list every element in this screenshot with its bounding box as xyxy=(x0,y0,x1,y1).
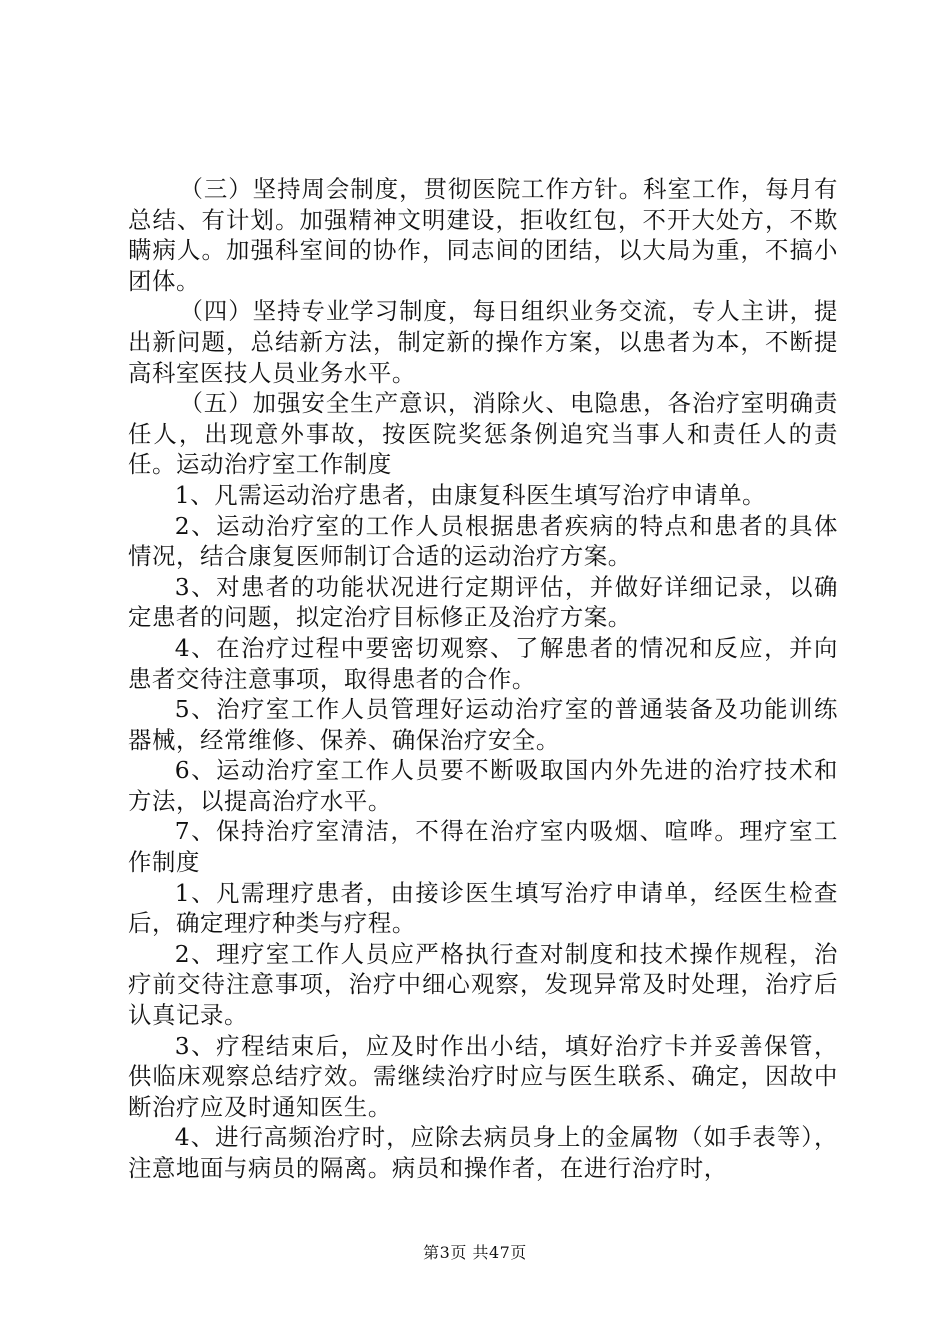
page-footer: 第3页 共47页 xyxy=(423,1243,527,1262)
paragraph: 4、在治疗过程中要密切观察、了解患者的情况和反应，并向患者交待注意事项，取得患者的合作。 xyxy=(128,633,838,693)
paragraph: 1、凡需运动治疗患者，由康复科医生填写治疗申请单。 xyxy=(174,480,767,509)
document-body xyxy=(128,174,838,1184)
paragraph: 4、进行高频治疗时，应除去病员身上的金属物（如手表等），注意地面与病员的隔离。病员和操作者，在进行治疗时， xyxy=(128,1123,838,1182)
paragraph: 3、疗程结束后，应及时作出小结，填好治疗卡并妥善保管，供临床观察总结疗效。需继续治疗时应与医生联系、确定，因故中断治疗应及时通知医生。 xyxy=(128,1031,838,1121)
paragraph: （四）坚持专业学习制度，每日组织业务交流，专人主讲，提出新问题，总结新方法，制定新的操作方案，以患者为本，不断提高科室医技人员业务水平。 xyxy=(128,297,838,387)
paragraph: 7、保持治疗室清洁，不得在治疗室内吸烟、喧哗。理疗室工作制度 xyxy=(128,817,838,877)
paragraph: 2、运动治疗室的工作人员根据患者疾病的特点和患者的具体情况，结合康复医师制订合适的运动治疗方案。 xyxy=(128,511,838,571)
paragraph: （五）加强安全生产意识，消除火、电隐患，各治疗室明确责任人，出现意外事故，按医院奖惩条例追究当事人和责任人的责任。运动治疗室工作制度 xyxy=(128,389,838,479)
paragraph: 3、对患者的功能状况进行定期评估，并做好详细记录，以确定患者的问题，拟定治疗目标修正及治疗方案。 xyxy=(128,572,838,632)
paragraph: （三）坚持周会制度，贯彻医院工作方针。科室工作，每月有总结、有计划。加强精神文明建设，拒收红包，不开大处方，不欺瞒病人。加强科室间的协作，同志间的团结，以大局为重，不搞小团体。 xyxy=(128,175,838,295)
paragraph: 2、理疗室工作人员应严格执行查对制度和技术操作规程，治疗前交待注意事项，治疗中细心观察，发现异常及时处理，治疗后认真记录。 xyxy=(128,939,838,1030)
paragraph: 5、治疗室工作人员管理好运动治疗室的普通装备及功能训练器械，经常维修、保养、确保治疗安全。 xyxy=(128,695,838,754)
paragraph: 1、凡需理疗患者，由接诊医生填写治疗申请单，经医生检查后，确定理疗种类与疗程。 xyxy=(128,878,838,938)
paragraph: 6、运动治疗室工作人员要不断吸取国内外先进的治疗技术和方法，以提高治疗水平。 xyxy=(128,756,838,815)
